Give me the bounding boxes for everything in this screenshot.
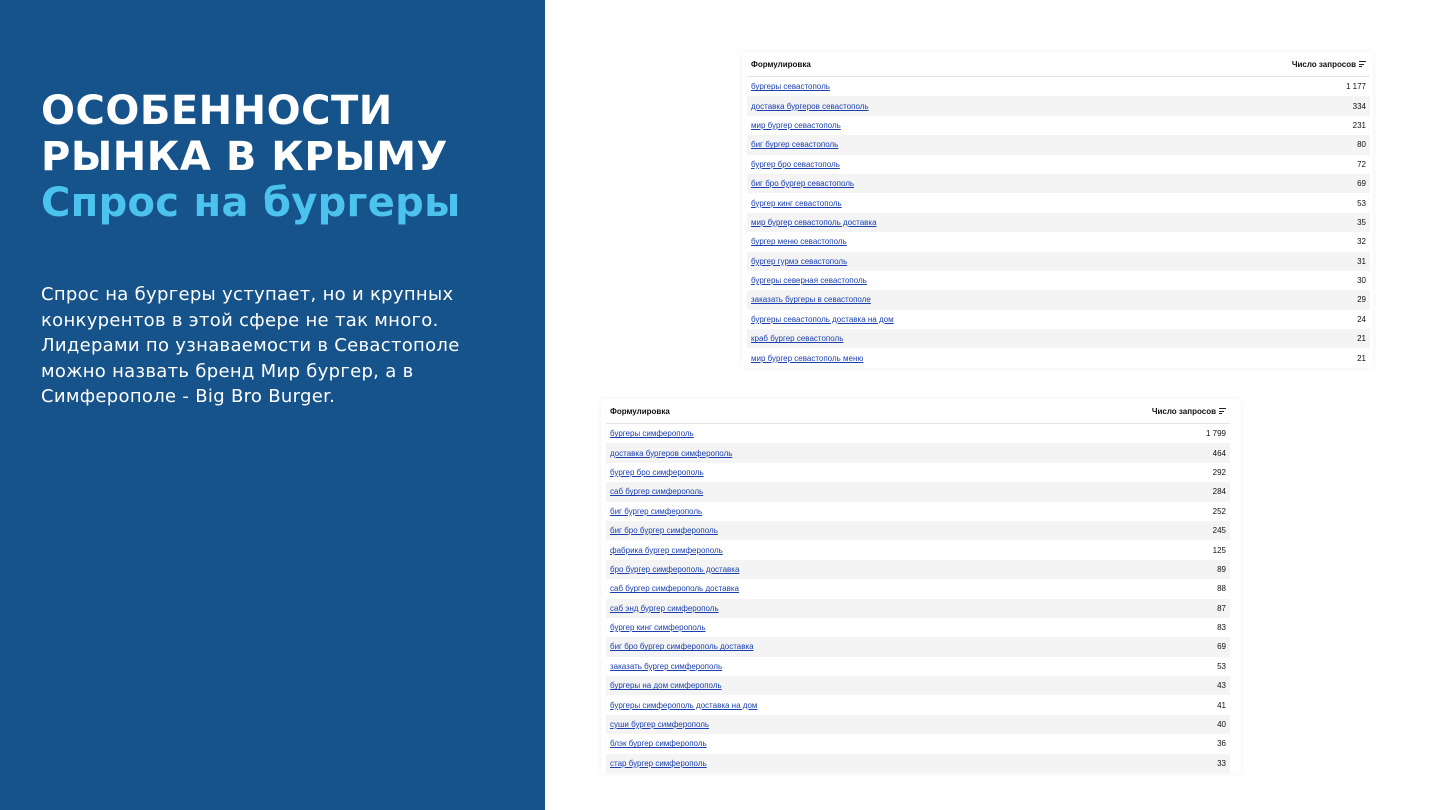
query-link[interactable]: бургеры севастополь [751,82,830,92]
table-row [606,657,1230,676]
query-count: 36 [1217,739,1226,749]
query-link[interactable]: краб бургер севастополь [751,334,844,344]
query-count: 87 [1217,603,1226,613]
slide-title-line-2: РЫНКА В КРЫМУ [41,134,448,180]
table-row [747,213,1370,232]
table-row [747,348,1370,367]
simferopol-queries-table [601,399,1241,773]
query-link[interactable]: биг бургер севастополь [751,140,839,150]
query-count: 284 [1212,487,1226,497]
query-link[interactable]: мир бургер севастополь меню [751,353,864,363]
query-count: 69 [1217,642,1226,652]
slide-subtitle: Спрос на бургеры [41,180,461,226]
query-link[interactable]: бургер бро севастополь [751,159,840,169]
table-row [747,290,1370,309]
query-count: 40 [1217,720,1226,730]
table-row [606,637,1230,656]
query-link[interactable]: заказать бургер симферополь [610,661,723,671]
table-row [606,676,1230,695]
query-link[interactable]: биг бро бургер симферополь доставка [610,642,754,652]
table-row [606,618,1230,637]
title-block [41,88,531,226]
sort-icon[interactable] [1359,61,1366,67]
query-count: 72 [1357,159,1366,169]
query-count: 21 [1357,334,1366,344]
query-link[interactable]: доставка бургеров симферополь [610,448,733,458]
query-link[interactable]: стар бургер симферополь [610,758,707,768]
table-row [747,310,1370,329]
query-count: 1 799 [1205,429,1226,439]
sort-icon[interactable] [1219,408,1226,414]
query-link[interactable]: бургеры севастополь доставка на дом [751,314,894,324]
query-link[interactable]: биг бро бургер симферополь [610,526,718,536]
query-link[interactable]: бургеры северная севастополь [751,276,867,286]
query-count: 83 [1217,623,1226,633]
query-count: 30 [1357,276,1366,286]
query-count: 53 [1217,661,1226,671]
query-link[interactable]: бургеры симферополь [610,429,694,439]
query-count: 88 [1217,584,1226,594]
table-row [606,599,1230,618]
table-row [606,463,1230,482]
table-row [606,734,1230,753]
table-row [606,695,1230,714]
query-link[interactable]: бургер бро симферополь [610,467,704,477]
table-row [747,96,1370,115]
table-body [606,424,1230,773]
query-count: 35 [1357,217,1366,227]
column-header-phrase[interactable]: Формулировка [751,59,811,69]
column-header-count[interactable] [1152,407,1226,416]
table-row [747,252,1370,271]
table-row [747,116,1370,135]
table-row [747,193,1370,212]
left-panel [0,0,545,810]
query-link[interactable]: блэк бургер симферополь [610,739,707,749]
query-link[interactable]: биг бро бургер севастополь [751,179,855,189]
query-count: 125 [1212,545,1226,555]
query-count: 21 [1357,353,1366,363]
table-row [747,77,1370,96]
query-count: 464 [1212,448,1226,458]
query-count: 252 [1212,506,1226,516]
query-count: 33 [1217,758,1226,768]
query-link[interactable]: бро бургер симферополь доставка [610,564,740,574]
query-count: 1 177 [1345,82,1366,92]
query-count: 292 [1212,467,1226,477]
query-link[interactable]: бургер гурмэ севастополь [751,256,848,266]
table-body [747,77,1370,368]
query-count: 80 [1357,140,1366,150]
table-row [747,271,1370,290]
query-link[interactable]: доставка бургеров севастополь [751,101,869,111]
query-count: 43 [1217,681,1226,691]
query-link[interactable]: фабрика бургер симферополь [610,545,723,555]
query-link[interactable]: бургер меню севастополь [751,237,847,247]
query-count: 31 [1357,256,1366,266]
column-header-phrase[interactable]: Формулировка [610,406,670,416]
slide-description: Спрос на бургеры уступает, но и крупных конкурентов в этой сфере не так много. Лидерами по узнаваемости в Севастополе можно назвать бренд Мир бургер, а в Симферополе - Big Bro Burger. [41,284,460,407]
query-link[interactable]: саб энд бургер симферополь [610,603,719,613]
table-row [606,540,1230,559]
query-link[interactable]: саб бургер симферополь доставка [610,584,739,594]
query-count: 69 [1357,179,1366,189]
query-count: 245 [1212,526,1226,536]
query-link[interactable]: бургер кинг севастополь [751,198,842,208]
table-row [747,135,1370,154]
query-count: 231 [1352,120,1366,130]
table-row [606,521,1230,540]
table-row [747,155,1370,174]
table-row [606,482,1230,501]
query-count: 53 [1357,198,1366,208]
table-row [606,579,1230,598]
query-link[interactable]: бургеры на дом симферополь [610,681,722,691]
column-header-count[interactable] [1292,60,1366,69]
query-link[interactable]: суши бургер симферополь [610,720,710,730]
query-link[interactable]: бургер кинг симферополь [610,623,706,633]
table-row [747,232,1370,251]
query-link[interactable]: биг бургер симферополь [610,506,703,516]
table-row [606,443,1230,462]
sevastopol-queries-table [742,52,1373,368]
table-row [747,329,1370,348]
query-link[interactable]: мир бургер севастополь [751,120,841,130]
query-link[interactable]: заказать бургеры в севастополе [751,295,871,305]
query-link[interactable]: мир бургер севастополь доставка [751,217,877,227]
query-count: 32 [1357,237,1366,247]
slide-title-line-1: ОСОБЕННОСТИ [41,88,393,134]
table-header [747,52,1370,77]
table-row [606,754,1230,773]
query-count: 24 [1357,314,1366,324]
table-row [747,174,1370,193]
table-row [606,502,1230,521]
query-link[interactable]: саб бургер симферополь [610,487,704,497]
query-count: 334 [1352,101,1366,111]
query-link[interactable]: бургеры симферополь доставка на дом [610,700,758,710]
column-header-count-label: Число запросов [1291,59,1356,69]
column-header-count-label: Число запросов [1151,406,1216,416]
query-count: 41 [1217,700,1226,710]
table-row [606,424,1230,443]
table-row [606,560,1230,579]
table-header [606,399,1230,424]
query-count: 29 [1357,295,1366,305]
table-row [606,715,1230,734]
query-count: 89 [1217,564,1226,574]
